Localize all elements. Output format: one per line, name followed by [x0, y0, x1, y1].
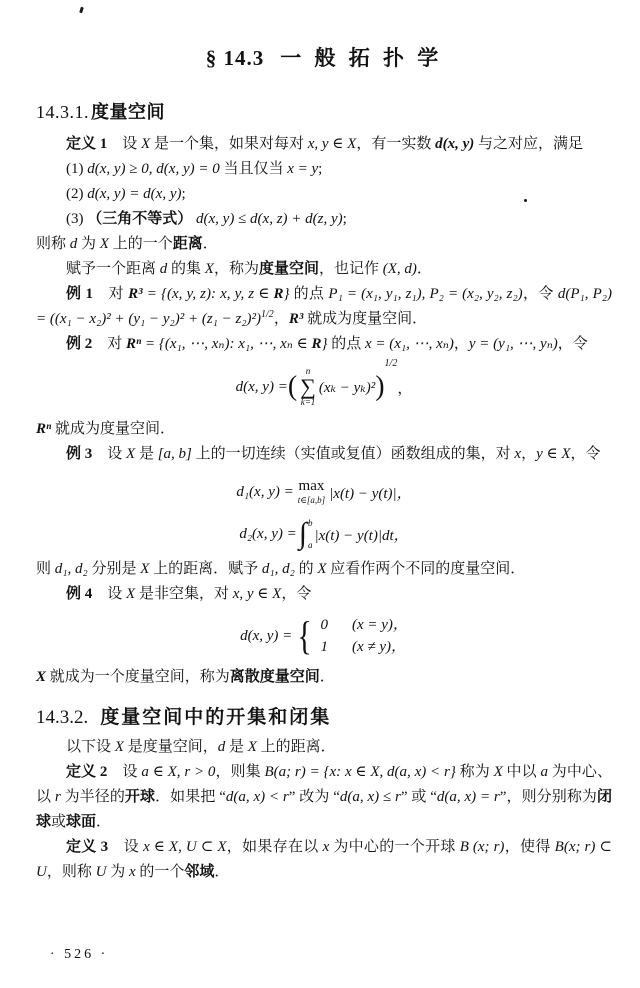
text-segment: d	[159, 261, 168, 277]
text-segment: }	[321, 336, 328, 352]
text-segment: 邻域	[184, 864, 215, 880]
formula-lhs: d(x, y) =	[240, 627, 293, 644]
text-segment: 设	[92, 446, 127, 462]
text-segment: ，如果存在以	[226, 839, 323, 855]
text-segment: 为	[106, 864, 129, 880]
paragraph-section2-intro	[36, 735, 612, 760]
formula-d2-integral-distance	[36, 514, 612, 554]
text-segment: 则称	[36, 236, 70, 252]
text-segment: 例 2	[66, 336, 93, 352]
text-segment: ，令	[522, 286, 558, 302]
text-segment: R	[36, 421, 47, 437]
chapter-name: 一 般 拓 扑 学	[280, 46, 443, 70]
text-segment: R	[273, 286, 284, 302]
text-segment: ”，则分别称为	[499, 789, 597, 805]
text-segment: ;	[342, 211, 347, 227]
text-segment: 为中心的一个开球	[329, 839, 460, 855]
text-segment: ⁿ	[136, 336, 142, 352]
formula-d1-max-distance	[36, 473, 612, 511]
integral-lower-limit: a	[307, 540, 313, 550]
text-segment: (1)	[66, 161, 88, 177]
text-segment: 是	[225, 739, 248, 755]
paragraph-metric-space	[36, 257, 612, 282]
text-segment: ，令	[570, 446, 601, 462]
text-segment: 是	[135, 446, 158, 462]
text-segment: 则	[36, 561, 55, 577]
text-segment: 的点	[289, 286, 329, 302]
text-segment: 赋予一个距离	[66, 261, 160, 277]
text-segment: B (x; r)	[459, 839, 505, 855]
text-segment: x, y ∈ X	[307, 136, 357, 152]
paragraph-example-2-tail	[36, 417, 612, 442]
big-open-paren: (	[287, 371, 298, 402]
text-segment: ，则集	[215, 764, 265, 780]
text-segment: 离散度量空间	[229, 669, 320, 685]
formula-body: |x(t) − y(t)|dt，	[314, 527, 409, 544]
text-segment: ，则称	[46, 864, 96, 880]
case-value: 0	[320, 617, 328, 633]
text-segment: d(a, x) < r	[225, 789, 289, 805]
subsection-number: 14.3.1.	[36, 102, 89, 122]
text-segment: 设	[92, 586, 127, 602]
text-segment: 闭球	[36, 789, 612, 830]
formula-lhs: d₂(x, y) =	[239, 525, 297, 542]
max-condition: t∈[a,b]	[297, 494, 326, 505]
text-segment: d(a, x) ≤ r	[339, 789, 401, 805]
text-segment: 距离	[172, 236, 203, 252]
text-segment: x	[322, 839, 330, 855]
text-segment: d(x, y) ≤ d(x, z) + d(z, y)	[196, 211, 343, 227]
text-segment: 就成为一个度量空间，称为	[46, 669, 230, 685]
text-segment: x ∈ X, U ⊂ X	[143, 839, 227, 855]
text-segment: 就成为度量空间．	[303, 311, 428, 327]
text-segment: d(x, y) ≥ 0, d(x, y) = 0	[87, 161, 220, 177]
sum-lower-limit: k=1	[300, 397, 316, 408]
subsection-title: 度量空间	[91, 102, 165, 122]
text-segment: 的点	[327, 336, 365, 352]
text-segment: 的集	[167, 261, 205, 277]
text-segment: a	[540, 764, 548, 780]
text-segment: 是非空集，对	[135, 586, 233, 602]
text-segment: X	[126, 586, 136, 602]
text-segment: d(x, y) = d(x, y)	[87, 186, 182, 202]
text-segment: 例 1	[66, 286, 93, 302]
text-segment: 定义 2	[66, 764, 108, 780]
text-segment: X	[204, 261, 214, 277]
paragraph-definition-3	[36, 835, 612, 885]
text-segment: 设	[107, 764, 142, 780]
text-segment: X	[99, 236, 109, 252]
text-segment: d	[69, 236, 78, 252]
subsection-heading-metric-spaces	[36, 98, 612, 124]
sigma-symbol: ∑	[300, 373, 316, 399]
condition-1	[36, 157, 612, 182]
text-segment: = {(x₁, ⋯, xₙ): x₁, ⋯, xₙ ∈	[141, 336, 312, 352]
text-segment: d₁, d₂	[54, 561, 88, 577]
left-brace: {	[297, 613, 313, 658]
text-segment: x, y ∈ X	[232, 586, 282, 602]
chapter-title	[36, 0, 612, 72]
text-segment: 就成为度量空间．	[51, 421, 175, 437]
text-segment: 度量空间	[258, 261, 319, 277]
paragraph-definition-2	[36, 760, 612, 835]
text-segment: ，令	[281, 586, 312, 602]
condition-2	[36, 182, 612, 207]
text-segment: 例 4	[66, 586, 93, 602]
text-segment: a ∈ X, r > 0	[141, 764, 216, 780]
text-segment: ⁿ	[46, 421, 52, 437]
text-segment: ³	[138, 286, 143, 302]
integral-symbol: ∫	[298, 517, 307, 550]
max-operator	[298, 478, 325, 505]
paragraph-example-4-intro	[36, 582, 612, 607]
paragraph-distance	[36, 232, 612, 257]
text-segment: ，有一实数	[356, 136, 436, 152]
piecewise-rows	[320, 614, 407, 658]
text-segment: 上的距离．	[256, 739, 336, 755]
text-segment: }	[283, 286, 290, 302]
text-segment: 为半径的	[60, 789, 125, 805]
text-segment: 定义 3	[66, 839, 109, 855]
text-segment: 1/2	[261, 309, 274, 320]
text-segment: d(x, y)	[435, 136, 475, 152]
integral-limits	[308, 518, 313, 550]
text-segment: 设	[107, 136, 142, 152]
text-segment: y ∈ X	[536, 446, 571, 462]
text-segment: [a, b]	[157, 446, 192, 462]
text-segment: 称为	[455, 764, 494, 780]
big-close-paren: )	[375, 371, 385, 402]
text-segment: X	[141, 136, 151, 152]
text-segment: 以下设	[66, 739, 115, 755]
text-segment: X	[126, 446, 136, 462]
case-value: 1	[320, 639, 328, 655]
text-segment: ，	[453, 336, 469, 352]
text-segment: 的	[294, 561, 318, 577]
text-segment: y = (y₁, ⋯, yₙ)	[468, 336, 558, 352]
formula-discrete-metric	[36, 610, 612, 662]
text-segment: （三角不等式）	[87, 211, 193, 227]
text-segment: 与之对应，满足	[474, 136, 583, 152]
text-segment: 上的一个	[108, 236, 173, 252]
text-segment: X	[247, 739, 257, 755]
formula-euclidean-distance-rn: d(x, y) = ( n ∑ k=1 (xₖ − yₖ)² ) 1/2 ，	[235, 358, 413, 408]
text-segment: 球面	[66, 814, 97, 830]
text-segment: ;	[318, 161, 323, 177]
text-segment: = {(x, y, z): x, y, z ∈	[142, 286, 274, 302]
text-segment: 定义 1	[66, 136, 108, 152]
paragraph-example-2-intro	[36, 332, 612, 357]
text-segment: 上的距离．赋予	[149, 561, 262, 577]
text-segment: 或	[51, 814, 67, 830]
text-segment: X	[493, 764, 503, 780]
text-segment: d(P₁, P₂) = ((x₁ − x₂)² + (y₁ − y₂)² + (z₁ − z₂)²)	[36, 286, 612, 327]
piecewise-block	[292, 614, 408, 658]
text-segment: (X, d)	[382, 261, 417, 277]
text-segment: 是度量空间，	[123, 739, 218, 755]
paragraph-example-1	[36, 282, 612, 332]
text-segment: X	[317, 561, 327, 577]
text-segment: R	[128, 286, 139, 302]
text-segment: 开球	[124, 789, 156, 805]
text-segment: ．	[214, 864, 230, 880]
text-segment: ．	[319, 669, 335, 685]
text-segment: (2)	[66, 186, 88, 202]
text-segment: (3)	[66, 211, 88, 227]
text-segment: B(a; r) = {x: x ∈ X, d(a, x) < r}	[264, 764, 456, 780]
text-segment: x = (x₁, ⋯, xₙ)	[364, 336, 454, 352]
formula-lhs: d₁(x, y) =	[236, 483, 294, 500]
page-number: · 526 ·	[50, 947, 109, 962]
subsection-heading-open-closed-sets	[36, 702, 612, 729]
text-segment: B(x; r) ⊂ U	[36, 839, 612, 880]
piecewise-row	[320, 614, 407, 636]
subsection-number: 14.3.2.	[36, 707, 89, 728]
paragraph-definition-1	[36, 132, 612, 157]
text-segment: X	[114, 739, 124, 755]
chapter-number: § 14.3	[205, 46, 265, 70]
text-segment: 为	[77, 236, 100, 252]
text-segment: ” 改为 “	[288, 789, 340, 805]
text-segment: P₁ = (x₁, y₁, z₁), P₂ = (x₂, y₂, z₂)	[328, 286, 523, 302]
text-segment: ．	[202, 236, 218, 252]
text-segment: 的一个	[135, 864, 185, 880]
text-segment: 设	[108, 839, 144, 855]
text-segment: d	[217, 739, 226, 755]
max-symbol: max	[298, 478, 325, 495]
paragraph-example-3-tail	[36, 557, 612, 582]
text-segment: 为中心、以	[36, 764, 612, 805]
text-segment: d₁, d₂	[261, 561, 295, 577]
text-segment: ．如果把 “	[155, 789, 226, 805]
text-segment: 分别是	[87, 561, 141, 577]
text-segment: X	[36, 669, 47, 685]
text-segment: ” 或 “	[400, 789, 437, 805]
case-condition: (x ≠ y)，	[351, 639, 407, 655]
text-segment: x	[128, 864, 136, 880]
summation-operator	[300, 366, 316, 408]
text-segment: x = y	[287, 161, 319, 177]
text-segment: d(a, x) = r	[436, 789, 500, 805]
text-segment: ，	[273, 311, 289, 327]
text-segment: x	[514, 446, 522, 462]
text-segment: r	[54, 789, 61, 805]
condition-3	[36, 207, 612, 232]
text-segment: ．	[96, 814, 112, 830]
text-segment: 上的一切连续（实值或复值）函数组成的集，对	[191, 446, 515, 462]
integral-upper-limit: b	[307, 518, 313, 528]
text-segment: 中以	[502, 764, 541, 780]
text-segment: ．	[416, 261, 432, 277]
text-segment: R	[126, 336, 137, 352]
formula-lhs: d(x, y) =	[235, 378, 288, 395]
text-segment: 例 3	[66, 446, 93, 462]
piecewise-row	[320, 636, 407, 658]
text-segment: 是一个集，如果对每对	[150, 136, 308, 152]
text-segment: 当且仅当	[219, 161, 288, 177]
text-segment: ³	[298, 311, 304, 327]
integral-operator	[299, 518, 313, 550]
subsection-title: 度量空间中的开集和闭集	[100, 707, 332, 728]
text-segment: ，	[521, 446, 537, 462]
text-segment: ，称为	[213, 261, 259, 277]
paragraph-example-3-intro	[36, 442, 612, 467]
case-condition: (x = y)，	[351, 617, 408, 633]
text-segment: ;	[181, 186, 186, 202]
text-segment: 对	[92, 286, 129, 302]
scan-artifact	[524, 199, 527, 202]
sum-term: (xₖ − yₖ)²	[318, 379, 376, 396]
text-segment: ，也记作	[318, 261, 383, 277]
text-segment: X	[140, 561, 150, 577]
sum-upper-limit: n	[305, 365, 311, 376]
paragraph-example-4-tail	[36, 665, 612, 690]
text-segment: ，令	[557, 336, 588, 352]
formula-body: |x(t) − y(t)|，	[329, 485, 412, 502]
text-segment: U	[95, 864, 107, 880]
text-segment: R	[311, 336, 322, 352]
text-segment: R	[288, 311, 299, 327]
text-segment: 应看作两个不同的度量空间．	[326, 561, 526, 577]
formula-tail: ，	[397, 380, 413, 397]
text-segment: 对	[92, 336, 127, 352]
text-segment: ，使得	[504, 839, 555, 855]
